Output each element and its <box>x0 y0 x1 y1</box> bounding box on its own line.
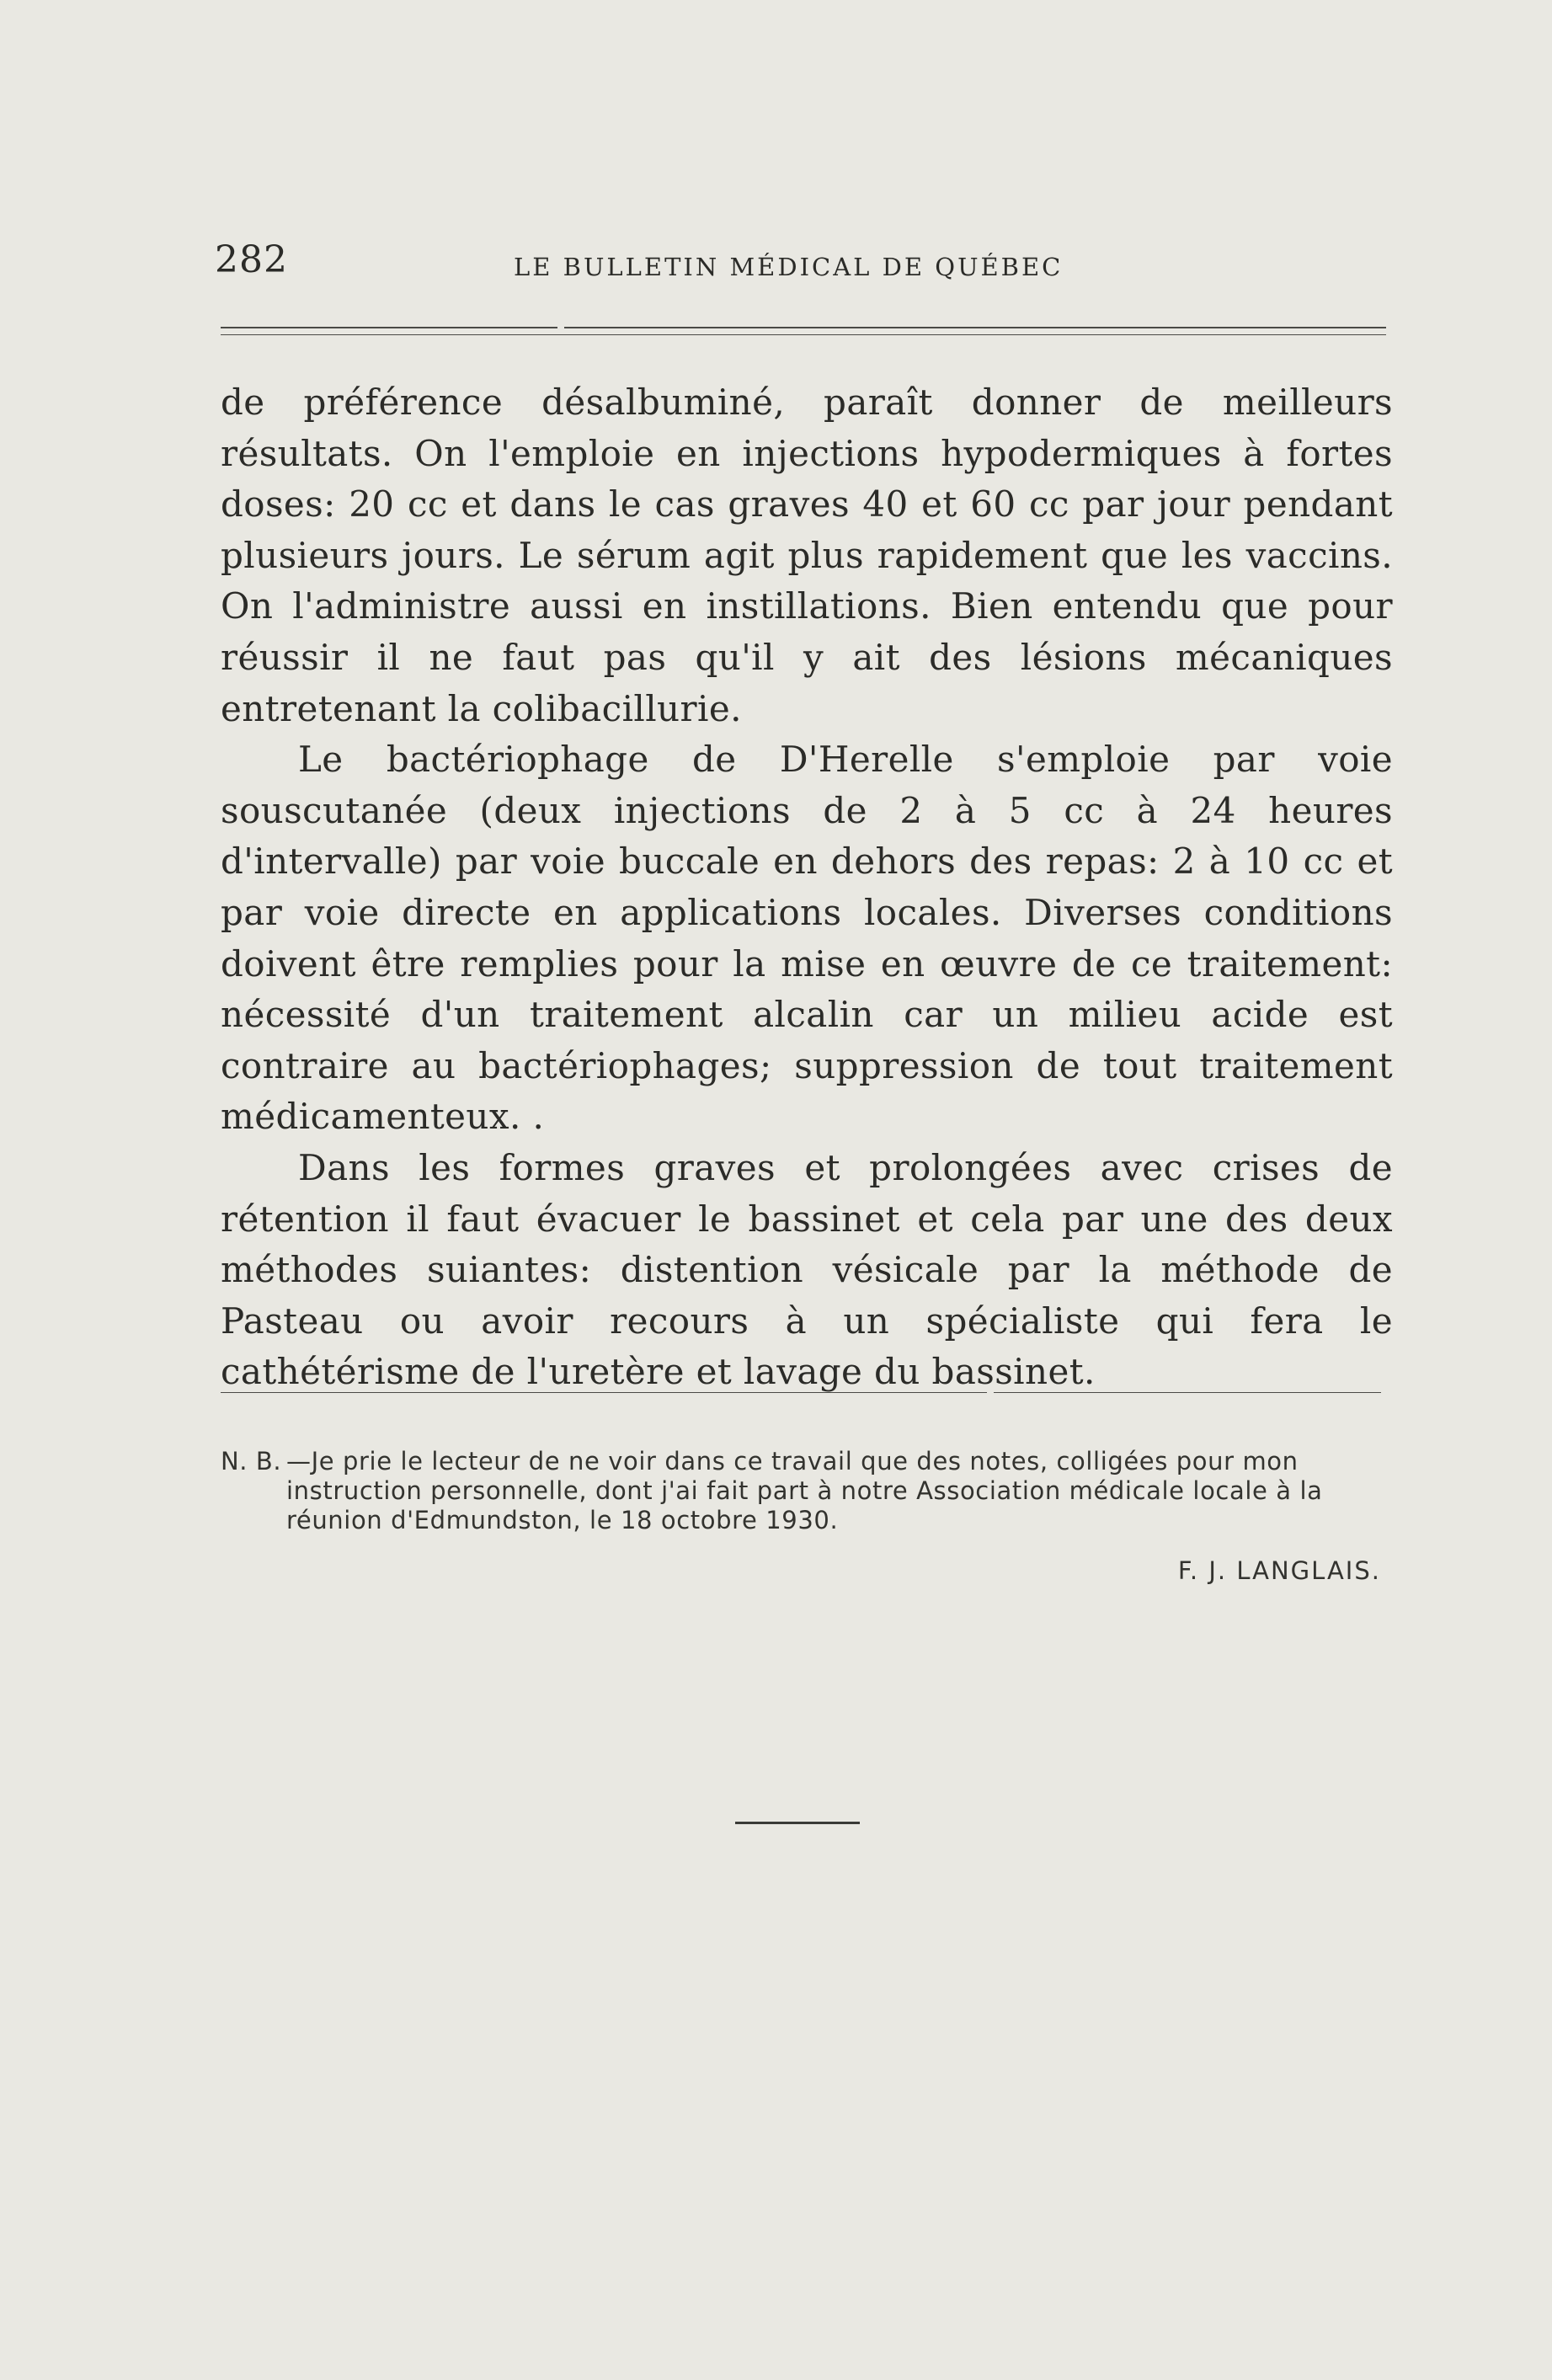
footnote-label: N. B. <box>221 1447 282 1475</box>
paragraph-1: de préférence désalbuminé, paraît donner de meilleurs résultats. On l'emploie en injections hypodermiques à fortes doses: 20 cc et dans le cas graves 40 et 60 cc par jour pendant plusieurs jours. Le sérum agit plus rapidement que les vaccins. On l'administre aussi en instillations. Bien entendu que pour réussir il ne faut pas qu'il y ait des lésions mécaniques entretenant la colibacillurie. <box>221 382 1393 729</box>
paragraph-3: Dans les formes graves et prolongées avec crises de rétention il faut évacuer le bassinet et cela par une des deux méthodes suiantes: distention vésicale par la méthode de Pasteau ou avoir recours à un spécialiste qui fera le cathétérisme de l'uretère et lavage du bassinet. <box>221 1146 1393 1393</box>
footnote-rule-left <box>221 1392 987 1393</box>
body-text <box>221 377 1393 1398</box>
footnote-rule-right <box>994 1392 1381 1393</box>
author-signature: F. J. LANGLAIS. <box>1177 1556 1381 1585</box>
paragraph-2: Le bactériophage de D'Herelle s'emploie par voie souscutanée (deux injections de 2 à 5 cc à 24 heures d'intervalle) par voie buccale en dehors des repas: 2 à 10 cc et par voie directe en applications locales. Diverses conditions doivent être remplies pour la mise en œuvre de ce traitement: nécessité d'un traitement alcalin car un milieu acide est contraire au bactériophages; suppression de tout traitement médicamenteux. . <box>221 739 1393 1138</box>
header-rule-left <box>221 327 557 328</box>
end-rule <box>735 1822 860 1824</box>
header-rule-thin <box>221 334 1386 335</box>
footnote <box>221 1447 1383 1535</box>
page-number: 282 <box>215 238 288 281</box>
running-title: LE BULLETIN MÉDICAL DE QUÉBEC <box>514 253 1064 281</box>
footnote-text: —Je prie le lecteur de ne voir dans ce travail que des notes, colligées pour mon instruction personnelle, dont j'ai fait part à notre Association médicale locale à la réunion d'Edmundston, le 18 octobre 1930. <box>286 1447 1323 1534</box>
header-rule-right <box>564 327 1386 328</box>
